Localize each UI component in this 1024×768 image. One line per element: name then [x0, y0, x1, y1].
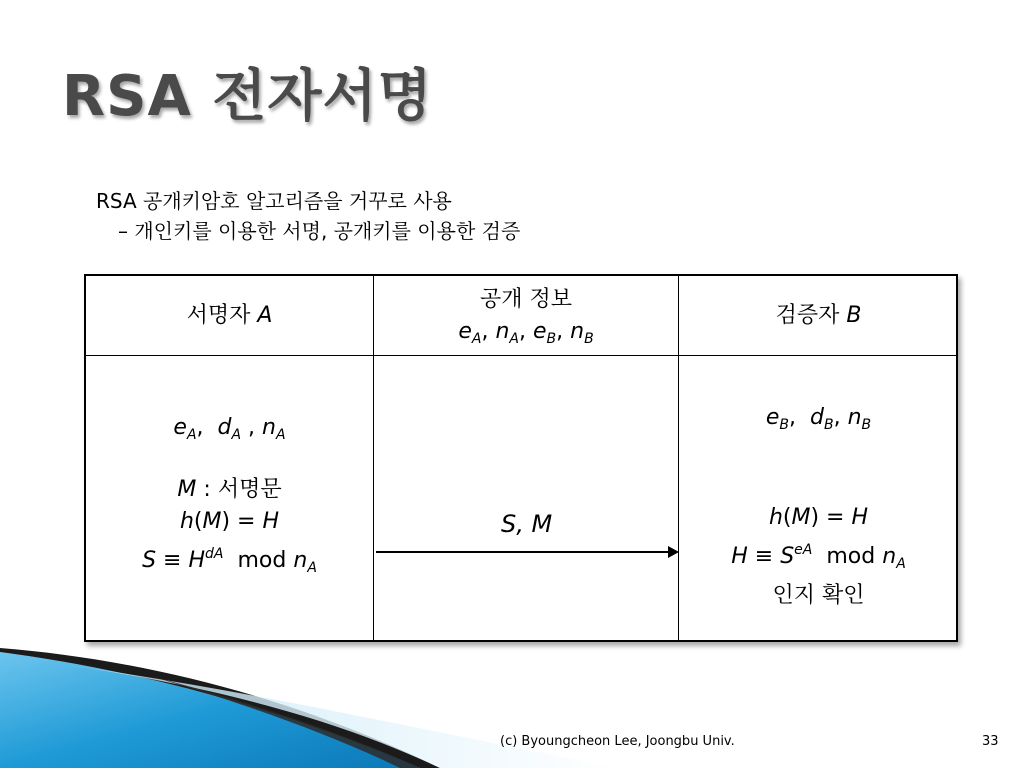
verifier-hash-line: h(M) = H	[768, 505, 869, 530]
verifier-check-line: $H \equiv S^{eA}$ mod $n_A$	[731, 542, 906, 572]
signer-message-label: 서명문	[217, 477, 282, 502]
verifier-keys: $e_B$, $d_B$, $n_B$	[765, 405, 872, 433]
public-info-label: 공개 정보	[479, 287, 572, 312]
signer-steps	[86, 474, 373, 584]
verifier-variable: B	[846, 303, 862, 328]
verifier-steps	[679, 502, 958, 612]
signer-header-label: 서명자	[186, 303, 251, 328]
public-info-header-cell	[374, 284, 678, 355]
signer-keys: $e_A$, $d_A$ , $n_A$	[173, 415, 286, 443]
signer-header-cell	[86, 300, 373, 332]
signer-signature-line: $S \equiv H^{dA}$ mod $n_A$	[142, 546, 317, 576]
intro-line-1: RSA 공개키암호 알고리즘을 거꾸로 사용	[96, 189, 452, 213]
signer-hash-line: h(M) = H	[179, 509, 280, 534]
transmission-arrow-line	[376, 551, 672, 553]
verifier-header-label: 검증자	[775, 303, 840, 328]
transmitted-values-label: S, M	[501, 510, 553, 538]
public-info-keys: $e_A$, $n_A$, $e_B$, $n_B$	[458, 319, 594, 347]
slide-title: RSA 전자서명	[62, 64, 433, 129]
intro-text	[96, 186, 520, 246]
footer-credit: (c) Byoungcheon Lee, Joongbu Univ.	[500, 734, 735, 749]
signer-message-line: M : 서명문	[177, 477, 282, 502]
page-number: 33	[982, 734, 999, 749]
header-divider	[86, 355, 956, 356]
arrow-right-icon	[668, 546, 679, 558]
verifier-confirm-line: 인지 확인	[772, 583, 865, 608]
rsa-signature-table	[84, 274, 958, 642]
signer-variable: A	[257, 303, 273, 328]
verifier-header-cell	[679, 300, 958, 332]
intro-line-2: – 개인키를 이용한 서명, 공개키를 이용한 검증	[118, 219, 521, 243]
